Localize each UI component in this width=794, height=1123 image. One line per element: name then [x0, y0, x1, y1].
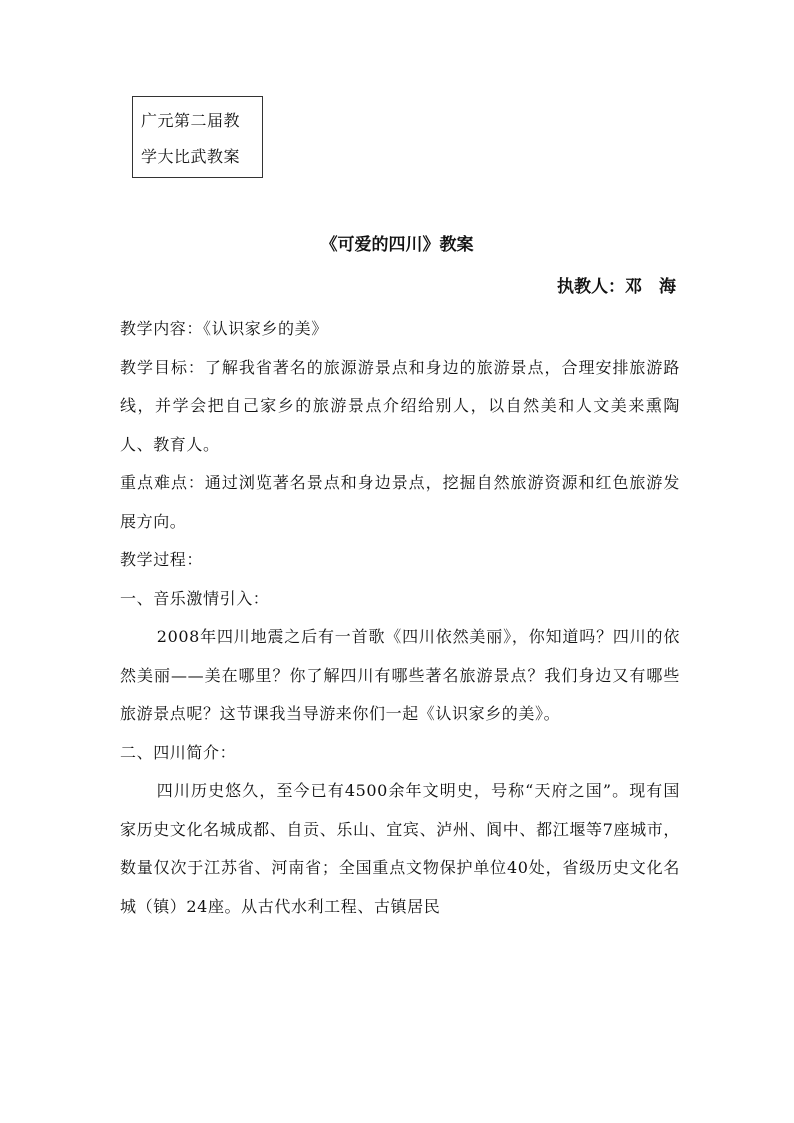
header-box — [132, 96, 263, 178]
document-body — [120, 310, 680, 926]
teaching-content: 教学内容：《认识家乡的美》 — [120, 319, 328, 338]
section-2-paragraph: 四川历史悠久，至今已有4500余年文明史，号称“天府之国”。现有国家历史文化名城成都、自贡、乐山、宜宾、泸州、阆中、都江堰等7座城市，数量仅次于江苏省、河南省；全国重点文物保护单位40处，省级历史文化名城（镇）24座。从古代水利工程、古镇居民 — [120, 781, 680, 916]
header-box-line-1: 广元第二届教 — [141, 111, 241, 130]
section-heading-1: 一、音乐激情引入： — [120, 588, 270, 608]
section-heading-2: 二、四川简介： — [120, 742, 237, 762]
key-points: 重点难点：通过浏览著名景点和身边景点，挖掘自然旅游资源和红色旅游发展方向。 — [120, 473, 680, 531]
author-line: 执教人：邓 海 — [557, 277, 676, 297]
section-1-paragraph: 2008年四川地震之后有一首歌《四川依然美丽》，你知道吗？四川的依然美丽——美在哪里？你了解四川有哪些著名旅游景点？我们身边又有哪些旅游景点呢？这节课我当导游来你们一起《认识家乡的美》。 — [120, 627, 680, 723]
teaching-goal: 教学目标：了解我省著名的旅源游景点和身边的旅游景点，合理安排旅游路线，并学会把自己家乡的旅游景点介绍给别人，以自然美和人文美来熏陶人、教育人。 — [120, 357, 680, 454]
process-heading: 教学过程： — [120, 550, 204, 569]
document-title: 《可爱的四川》教案 — [320, 235, 474, 255]
header-box-line-2: 学大比武教案 — [141, 147, 241, 166]
